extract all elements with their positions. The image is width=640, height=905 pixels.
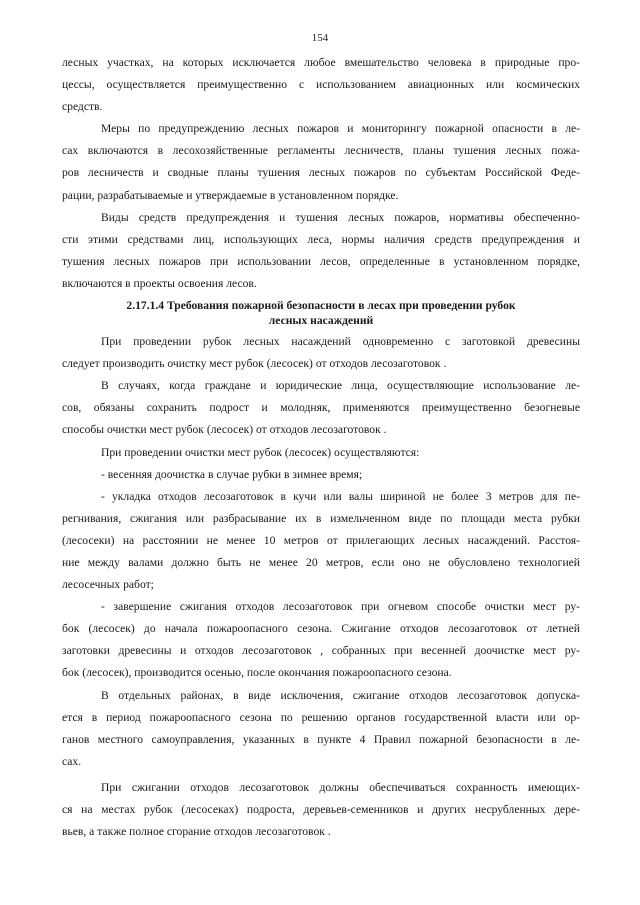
text-line: тушения лесных пожаров при использовании лесов, определенные в установленном порядке, (62, 254, 580, 268)
text-line: следует производить очистку мест рубок (лесосек) от отходов лесозаготовок . (62, 357, 447, 371)
text-line: сах включаются в лесохозяйственные регламенты лесничеств, планы тушения лесных пожа- (62, 144, 580, 158)
text-line: (лесосеки) на расстоянии не менее 10 метров от прилегающих лесных насаждений. Расстоя- (62, 533, 580, 547)
text-line: В случаях, когда граждане и юридические лица, осуществляющие использование ле- (101, 379, 580, 393)
section-heading-line: лесных насаждений (268, 314, 374, 328)
text-line: ся на местах рубок (лесосеках) подроста, деревьев-семенников и других несрубленных дере- (62, 803, 580, 816)
text-line: бок (лесосек), производится осенью, после окончания пожароопасного сезона. (62, 666, 452, 680)
text-line: лесосечных работ; (62, 578, 154, 592)
text-line: средств. (62, 100, 103, 114)
text-line: лесных участках, на которых исключается любое вмешательство человека в природные про- (62, 56, 580, 69)
text-line: включаются в проекты освоения лесов. (62, 276, 257, 290)
text-line: В отдельных районах, в виде исключения, сжигание отходов лесозаготовок допуска- (101, 688, 580, 702)
text-line: ров лесничеств и сводные планы тушения лесных пожаров по субъектам Российской Феде- (62, 166, 580, 180)
text-line: бок (лесосек) до начала пожароопасного сезона. Сжигание отходов лесозаготовок от летней (62, 622, 580, 636)
text-line: ганов местного самоуправления, указанных в пункте 4 Правил пожарной безопасности в ле- (62, 732, 580, 746)
text-line: способы очистки мест рубок (лесосек) от отходов лесозаготовок . (62, 423, 387, 437)
text-line: ется в период пожароопасного сезона по решению органов государственной власти или ор- (62, 710, 580, 724)
text-line: рации, разрабатываемые и утверждаемые в установленном порядке. (62, 188, 399, 202)
text-line: - весенняя доочистка в случае рубки в зимнее время; (101, 467, 363, 481)
page-number: 154 (311, 32, 329, 44)
text-line: регнивания, сжигания или разбрасывание их в измельченном виде по площади места рубки (62, 511, 580, 525)
text-line: ние между валами должно быть не менее 20 метров, если оно не обусловлено технологией (62, 555, 580, 569)
text-line: Виды средств предупреждения и тушения лесных пожаров, нормативы обеспеченно- (101, 210, 580, 224)
body-text (62, 52, 580, 843)
section-heading-line: 2.17.1.4 Требования пожарной безопасности в лесах при проведении рубок (126, 299, 516, 313)
text-line: цессы, осуществляется преимущественно с использованием авиационных или космических (62, 78, 580, 92)
text-line: При проведении очистки мест рубок (лесосек) осуществляются: (101, 445, 420, 459)
text-line: сов, обязаны сохранить подрост и молодняк, применяются преимущественно безогневые (62, 401, 580, 415)
text-line: сти этими средствами лиц, использующих леса, нормы наличия средств предупреждения и (62, 232, 580, 246)
text-line: заготовки древесины и отходов лесозаготовок , собранных при весенней доочистке мест ру- (62, 644, 580, 658)
text-line: При проведении рубок лесных насаждений одновременно с заготовкой древесины (101, 335, 580, 349)
text-line: сах. (62, 754, 82, 768)
text-line: Меры по предупреждению лесных пожаров и мониторингу пожарной опасности в ле- (101, 122, 580, 136)
text-line: - завершение сжигания отходов лесозаготовок при огневом способе очистки мест ру- (101, 600, 580, 614)
text-line: - укладка отходов лесозаготовок в кучи или валы шириной не более 3 метров для пе- (101, 489, 580, 503)
text-line: При сжигании отходов лесозаготовок должны обеспечиваться сохранность имеющих- (101, 780, 580, 794)
text-line: вьев, а также полное сгорание отходов лесозаготовок . (62, 825, 331, 839)
